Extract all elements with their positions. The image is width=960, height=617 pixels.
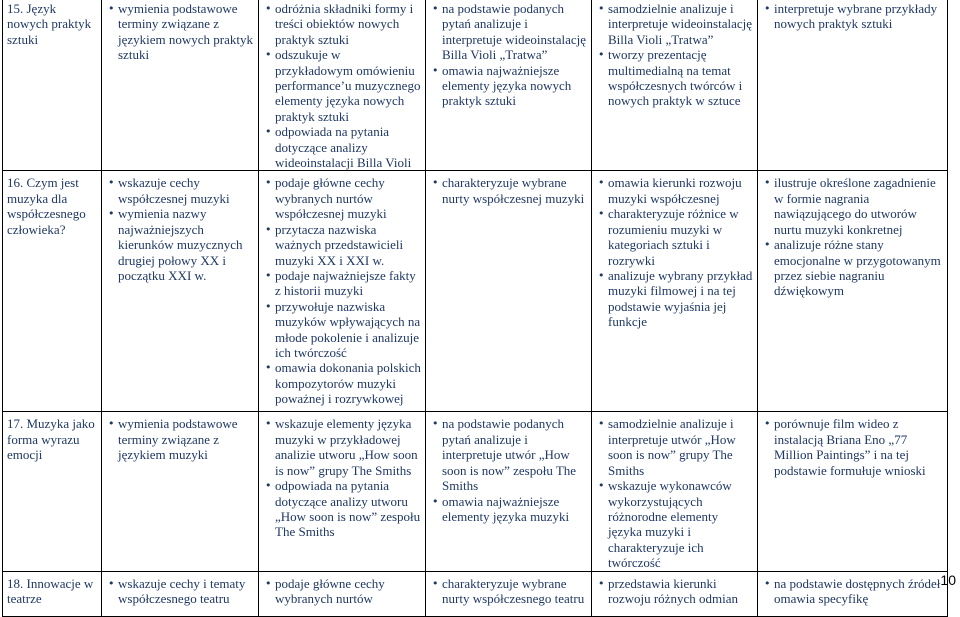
list-item: • wymienia podstawowe terminy związane z językiem muzyki — [106, 416, 254, 462]
requirements-cell — [102, 412, 259, 571]
list-item: • odpowiada na pytania dotyczące analizy utworu „How soon is now” zespołu The Smiths — [263, 478, 421, 540]
requirements-cell — [758, 412, 948, 571]
table-row — [3, 171, 948, 412]
requirements-cell — [259, 412, 426, 571]
requirements-list — [762, 576, 943, 607]
requirements-list — [430, 1, 587, 109]
list-item: • przytacza nazwiska ważnych przedstawicieli muzyki XX i XXI w. — [263, 222, 421, 268]
requirements-cell — [102, 171, 259, 412]
page-number: 10 — [940, 572, 956, 588]
requirements-list — [430, 416, 587, 524]
list-item: • przedstawia kierunki rozwoju różnych odmian — [596, 576, 753, 607]
requirements-cell — [426, 171, 592, 412]
list-item: • omawia najważniejsze elementy języka nowych praktyk sztuki — [430, 63, 587, 109]
requirements-list — [263, 416, 421, 539]
requirements-list — [762, 175, 943, 298]
list-item: • podaje najważniejsze fakty z historii muzyki — [263, 268, 421, 299]
list-item: • wskazuje wykonawców wykorzystujących różnorodne elementy języka muzyki i charakteryzuje ich twórczość — [596, 478, 753, 570]
list-item: • wskazuje cechy i tematy współczesnego teatru — [106, 576, 254, 607]
list-item: • porównuje film wideo z instalacją Briana Eno „77 Million Paintings” i na tej podstawie formułuje wnioski — [762, 416, 943, 478]
requirements-list — [106, 175, 254, 283]
requirements-list — [263, 175, 421, 406]
table-row — [3, 571, 948, 616]
requirements-list — [596, 1, 753, 109]
list-item: • na podstawie podanych pytań analizuje i interpretuje utwór „How soon is now” zespołu The Smiths — [430, 416, 587, 493]
requirements-cell — [102, 571, 259, 616]
list-item: • analizuje wybrany przykład muzyki filmowej i na tej podstawie wyjaśnia jej funkcje — [596, 268, 753, 330]
requirements-list — [263, 1, 421, 170]
list-item: • interpretuje wybrane przykłady nowych praktyk sztuki — [762, 1, 943, 32]
table-row — [3, 0, 948, 171]
requirements-list — [596, 175, 753, 329]
list-item: • wskazuje elementy języka muzyki w przykładowej analizie utworu „How soon is now” grupy The Smiths — [263, 416, 421, 478]
requirements-list — [263, 576, 421, 607]
list-item: • na podstawie dostępnych źródeł omawia specyfikę — [762, 576, 943, 607]
topic-cell: 15. Język nowych praktyk sztuki — [3, 0, 102, 171]
list-item: • omawia dokonania polskich kompozytorów muzyki poważnej i rozrywkowej — [263, 360, 421, 406]
requirements-list — [106, 576, 254, 607]
list-item: • omawia kierunki rozwoju muzyki współczesnej — [596, 175, 753, 206]
requirements-list — [596, 416, 753, 570]
requirements-cell — [426, 571, 592, 616]
list-item: • na podstawie podanych pytań analizuje i interpretuje wideoinstalację Billa Violi „Tratwa” — [430, 1, 587, 63]
requirements-list — [106, 416, 254, 462]
list-item: • samodzielnie analizuje i interpretuje utwór „How soon is now” grupy The Smiths — [596, 416, 753, 478]
list-item: • tworzy prezentację multimedialną na temat współczesnych twórców i nowych praktyk w sztuce — [596, 47, 753, 109]
list-item: • podaje główne cechy wybranych nurtów — [263, 576, 421, 607]
requirements-cell — [758, 571, 948, 616]
requirements-list — [596, 576, 753, 607]
requirements-cell — [259, 571, 426, 616]
requirements-list — [762, 416, 943, 478]
list-item: • wymienia nazwy najważniejszych kierunków muzycznych drugiej połowy XX i początku XXI w. — [106, 206, 254, 283]
requirements-cell — [259, 0, 426, 171]
list-item: • wskazuje cechy współczesnej muzyki — [106, 175, 254, 206]
requirements-cell — [426, 412, 592, 571]
curriculum-table — [2, 0, 948, 617]
list-item: • charakteryzuje wybrane nurty współczesnej muzyki — [430, 175, 587, 206]
list-item: • samodzielnie analizuje i interpretuje wideoinstalację Billa Violi „Tratwa” — [596, 1, 753, 47]
requirements-cell — [592, 171, 758, 412]
list-item: • wymienia podstawowe terminy związane z językiem nowych praktyk sztuki — [106, 1, 254, 63]
requirements-list — [430, 175, 587, 206]
list-item: • omawia najważniejsze elementy języka muzyki — [430, 494, 587, 525]
topic-cell: 18. Innowacje w teatrze — [3, 571, 102, 616]
requirements-cell — [592, 0, 758, 171]
requirements-cell — [259, 171, 426, 412]
requirements-list — [762, 1, 943, 32]
list-item: • odpowiada na pytania dotyczące analizy wideoinstalacji Billa Violi — [263, 124, 421, 170]
requirements-list — [106, 1, 254, 63]
list-item: • odróżnia składniki formy i treści obiektów nowych praktyk sztuki — [263, 1, 421, 47]
requirements-cell — [758, 0, 948, 171]
list-item: • analizuje różne stany emocjonalne w przygotowanym przez siebie nagraniu dźwiękowym — [762, 237, 943, 299]
requirements-cell — [426, 0, 592, 171]
list-item: • charakteryzuje wybrane nurty współczesnego teatru — [430, 576, 587, 607]
topic-cell: 17. Muzyka jako forma wyrazu emocji — [3, 412, 102, 571]
table-row — [3, 412, 948, 571]
requirements-list — [430, 576, 587, 607]
requirements-cell — [592, 412, 758, 571]
requirements-cell — [592, 571, 758, 616]
list-item: • odszukuje w przykładowym omówieniu performance’u muzycznego elementy języka nowych praktyk sztuki — [263, 47, 421, 124]
list-item: • podaje główne cechy wybranych nurtów współczesnej muzyki — [263, 175, 421, 221]
list-item: • przywołuje nazwiska muzyków wpływających na młode pokolenie i analizuje ich twórczość — [263, 299, 421, 361]
topic-cell: 16. Czym jest muzyka dla współczesnego człowieka? — [3, 171, 102, 412]
requirements-cell — [102, 0, 259, 171]
list-item: • charakteryzuje różnice w rozumieniu muzyki w kategoriach sztuki i rozrywki — [596, 206, 753, 268]
list-item: • ilustruje określone zagadnienie w formie nagrania nawiązującego do utworów nurtu muzyki konkretnej — [762, 175, 943, 237]
requirements-cell — [758, 171, 948, 412]
